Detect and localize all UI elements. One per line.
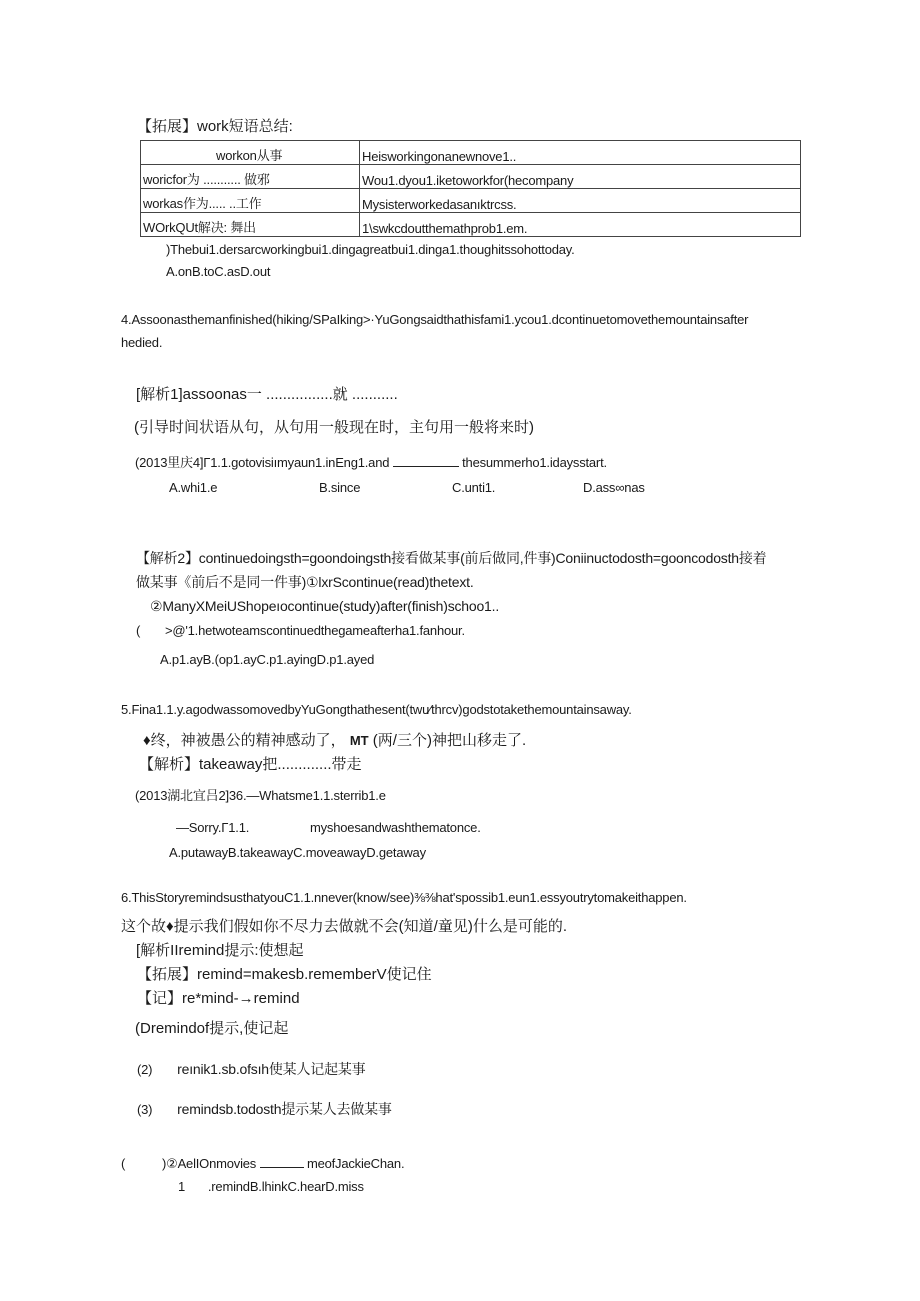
q6-analysis: [解析IIremind提示:使想起 [136,942,304,959]
table-row [141,165,801,189]
usage2-text: reınik1.sb.ofsıh使某人记起某事 [177,1061,366,1077]
q6-memo: 【记】re*mind-→remind [137,990,300,1007]
q6-example [121,1155,404,1172]
example-stem-b: thesummerho1.idaysstart. [462,455,607,470]
phrase-cell: workas作为..... ..工作 [141,189,360,213]
q5-line1: 5.Fina1.1.y.agodwassomovedbyYuGongthathesent(twu⁄thrcv)godstotakethemountainsaway. [121,702,632,717]
answer-bracket: ( [136,623,141,638]
option-text: .remindB.lhinkC.hearD.miss [207,1179,364,1194]
q4-analysis2-line2: 做某事《前后不是同一件事)①lxrScontinue(read)thetext. [136,574,474,590]
q4-analysis1: [解析1]assoonas一 ................就 ........... [136,386,398,403]
q4-option-c: C.unti1. [452,480,496,495]
example-cell: Mysisterworkedasanıktrcss. [360,189,801,213]
table-row [141,141,801,165]
q6-line1: 6.ThisStoryremindsusthatyouC1.1.nnever(know/see)⅜⅜hat'spossib1.eun1.essyoutrytomakeithappen. [121,890,687,905]
q5-analysis: 【解析】takeaway把.............带走 [139,756,362,773]
q6-usage1: (Dremindof提示,使记起 [135,1020,289,1037]
q4-line1: 4.Assoonasthemanfinished(hiking/SPaIking>·YuGongsaidthathisfami1.ycou1.dcontinuetomovethemountainsafter [121,312,749,327]
q4-option-a: A.whi1.e [169,480,218,495]
q3-options: A.onB.toC.asD.out [166,264,271,279]
q6-usage2 [137,1061,365,1078]
q4-example2 [136,623,465,639]
expand-header: 【拓展】work短语总结: [137,118,293,135]
work-phrase-table [140,140,801,237]
q6-expand: 【拓展】remind=makesb.rememberV使记住 [137,966,432,983]
example-line2-a: —Sorry.Γ1.1. [176,820,250,835]
example2-stem: >@'1.hetwoteamscontinuedthegameafterha1.fanhour. [164,623,465,638]
q6-example-options [178,1179,364,1195]
q3-stem: )Thebui1.dersarcworkingbui1.dingagreatbui1.dinga1.thoughitssohottoday. [166,242,575,257]
q4-option-b: B.since [319,480,361,495]
q4-analysis1-note: (引导时间状语从句，从句用一般现在时，主句用一般将来时) [134,419,534,436]
phrase-cell: woricfor为 ........... 做邪 [141,165,360,189]
answer-blank [393,454,459,467]
q4-option-d: D.ass∞nas [583,480,645,495]
example-stem-b: meofJackieChan. [306,1156,405,1171]
q4-analysis2-line1: 【解析2】continuedoingsth=goondoingsth接看做某事(前后做同,件事)Coniinuctodosth=gooncodosth接着 [136,550,767,566]
usage2-number: (2) [137,1062,153,1077]
table-row [141,213,801,237]
example-stem-a: )②AelIOnmovies [161,1156,257,1171]
example-cell: 1\swkcdoutthemathprob1.em. [360,213,801,237]
translation-b: (两/三个)神把山移走了. [372,732,527,749]
usage3-number: (3) [137,1102,153,1117]
example-stem-a: (2013里庆4]Γ1.1.gotovisiımyaun1.inEng1.and [135,455,390,470]
usage3-text: remindsb.todosth提示某人去做某事 [177,1101,392,1117]
phrase-cell: WOrkQUt解决: 舞出 [141,213,360,237]
q4-analysis2-line3: ②ManyXMeiUShopeıocontinue(study)after(finish)schoo1.. [150,598,500,614]
translation-mt: MT [349,733,369,748]
answer-blank [260,1155,304,1168]
q5-options: A.putawayB.takeawayC.moveawayD.getaway [169,845,426,860]
phrase-cell [141,141,360,165]
phrase-text: workon从事 [216,148,283,163]
table-row [141,189,801,213]
q4-example-stem [135,454,607,471]
q6-usage3 [137,1101,392,1118]
q4-line2: hedied. [121,335,163,350]
q6-translation: 这个故♦提示我们假如你不尽力去做就不会(知道/童见)什么是可能的. [121,918,567,935]
q5-translation [143,732,526,750]
answer-bracket: ( [121,1156,126,1171]
option-number: 1 [178,1179,186,1194]
example-cell: Heisworkingonanewnove1.. [360,141,801,165]
q4-example2-options: A.p1.ayB.(op1.ayC.p1.ayingD.p1.ayed [160,652,375,667]
q5-example-stem: (2013湖北宜吕2]36.—Whatsme1.1.sterrib1.e [135,788,386,803]
example-line2-b: myshoesandwashthematonce. [310,820,481,835]
example-cell: Wou1.dyou1.iketoworkfor(hecompany [360,165,801,189]
q5-example-line2 [176,820,481,836]
translation-a: ♦终，神被愚公的精神感动了， [143,732,346,749]
